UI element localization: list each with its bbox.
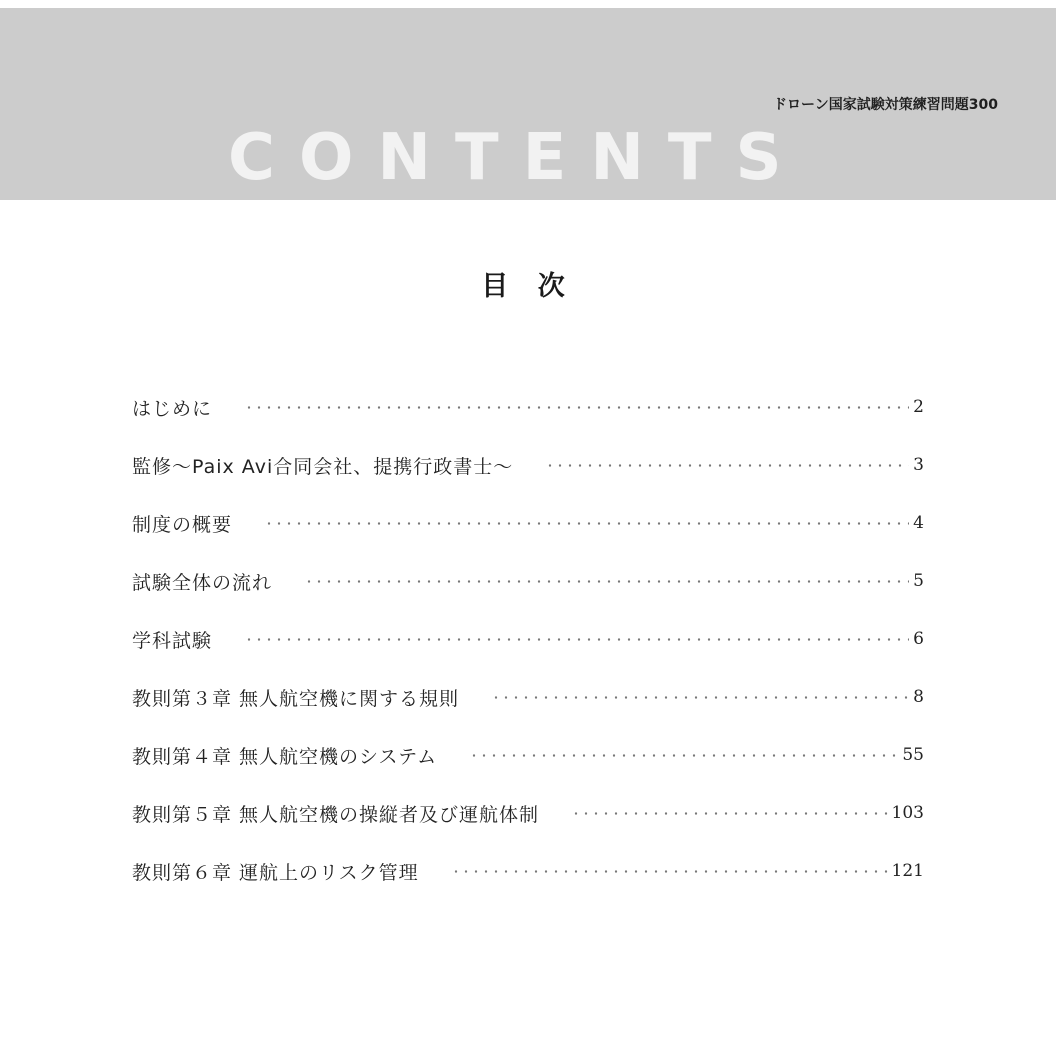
toc-entry-chapter-3[interactable]	[132, 668, 924, 726]
toc-heading: 目 次	[481, 271, 575, 302]
toc-entry-label: 教則第４章 無人航空機のシステム	[132, 745, 438, 768]
toc-entry-label: 学科試験	[132, 629, 213, 652]
toc-entry-label: 制度の概要	[132, 513, 233, 536]
top-margin	[0, 0, 1056, 8]
toc-entry-exam-flow[interactable]	[132, 552, 924, 610]
toc-entry-label: 教則第６章 運航上のリスク管理	[132, 861, 419, 884]
toc-entry-system-overview[interactable]	[132, 494, 924, 552]
toc-entry-page: 55	[902, 745, 924, 765]
toc-entry-chapter-4[interactable]	[132, 726, 924, 784]
toc-entry-page: 2	[913, 397, 924, 417]
toc-entry-chapter-5[interactable]	[132, 784, 924, 842]
toc-entry-introduction[interactable]	[132, 378, 924, 436]
dot-leader	[451, 862, 888, 881]
toc-entry-label: 試験全体の流れ	[132, 571, 273, 594]
dot-leader	[491, 688, 909, 707]
dot-leader	[571, 804, 888, 823]
toc-entry-page: 6	[913, 629, 924, 649]
toc-entry-supervision[interactable]	[132, 436, 924, 494]
toc-entry-label: はじめに	[132, 397, 213, 420]
toc-entry-label: 教則第３章 無人航空機に関する規則	[132, 687, 460, 710]
toc-entry-page: 3	[913, 455, 924, 475]
toc-entry-page: 5	[913, 571, 924, 591]
toc-entry-label: 教則第５章 無人航空機の操縦者及び運航体制	[132, 803, 540, 826]
toc-entry-chapter-6[interactable]	[132, 842, 924, 900]
toc-entry-page: 8	[913, 687, 924, 707]
dot-leader	[244, 630, 909, 649]
toc-entry-page: 4	[913, 513, 924, 533]
toc-entry-page: 103	[891, 803, 924, 823]
toc-entry-label: 監修〜Paix Avi合同会社、提携行政書士〜	[132, 455, 514, 478]
dot-leader	[244, 398, 909, 417]
dot-leader	[264, 514, 909, 533]
toc-list	[132, 378, 924, 900]
series-title: ドローン国家試験対策練習問題300	[773, 97, 998, 113]
header-band	[0, 8, 1056, 200]
toc-entry-written-exam[interactable]	[132, 610, 924, 668]
contents-word: CONTENTS	[228, 121, 806, 195]
dot-leader	[545, 456, 909, 475]
dot-leader	[469, 746, 898, 765]
dot-leader	[304, 572, 909, 591]
toc-entry-page: 121	[891, 861, 924, 881]
